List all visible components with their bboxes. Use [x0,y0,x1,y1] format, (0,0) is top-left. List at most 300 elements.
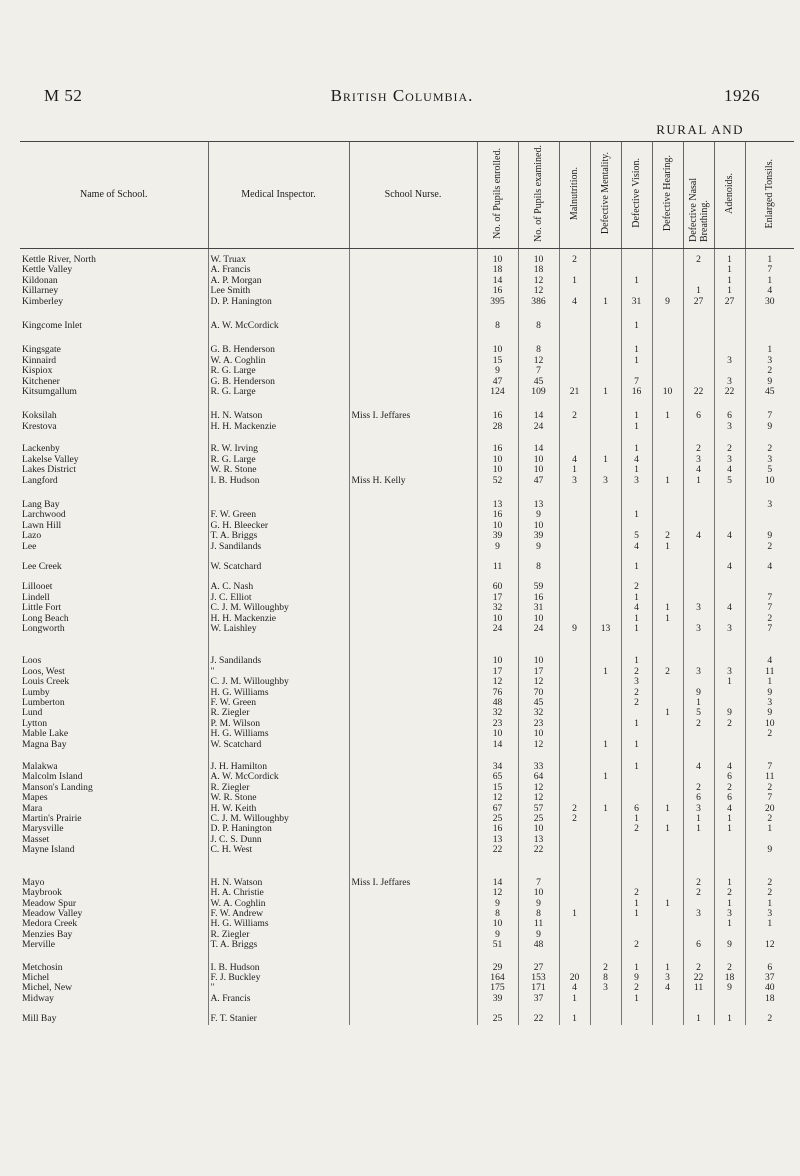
medical-inspector: G. B. Henderson [208,377,349,387]
defective-vision [621,845,652,855]
malnutrition: 2 [559,814,590,824]
pupils-examined: 13 [518,835,559,845]
enlarged-tonsils: 6 [745,963,794,973]
defective-mentality: 13 [590,624,621,634]
spacer-cell [714,307,745,321]
enlarged-tonsils: 12 [745,940,794,950]
school-nurse [349,983,477,993]
table-row [20,422,794,432]
defective-hearing [652,740,683,750]
defective-mentality [590,677,621,687]
malnutrition [559,614,590,624]
school-nurse [349,345,477,355]
medical-inspector: " [208,667,349,677]
spacer-cell [559,1004,590,1014]
adenoids: 2 [714,719,745,729]
pupils-enrolled: 14 [477,740,518,750]
spacer-cell [683,634,714,656]
medical-inspector: W. Laishley [208,624,349,634]
col-header-nurse: School Nurse. [349,142,477,249]
school-nurse [349,510,477,520]
medical-inspector: R. G. Large [208,455,349,465]
defective-mentality [590,835,621,845]
adenoids [714,698,745,708]
group-spacer [20,856,794,878]
spacer-cell [683,432,714,444]
spacer-cell [208,331,349,345]
malnutrition [559,698,590,708]
enlarged-tonsils [745,521,794,531]
enlarged-tonsils [745,930,794,940]
malnutrition [559,321,590,331]
school-name: Masset [22,834,50,845]
medical-inspector: R. W. Irving [208,444,349,454]
pupils-examined: 24 [518,422,559,432]
defective-mentality [590,698,621,708]
malnutrition [559,888,590,898]
spacer-cell [518,1004,559,1014]
defective-vision: 6 [621,804,652,814]
defective-vision [621,783,652,793]
defective-nasal: 3 [683,909,714,919]
group-spacer [20,486,794,500]
pupils-examined: 59 [518,582,559,592]
pupils-enrolled: 25 [477,814,518,824]
spacer-cell [349,856,477,878]
pupils-examined: 16 [518,593,559,603]
defective-nasal: 3 [683,804,714,814]
spacer-cell [714,750,745,762]
table-row [20,521,794,531]
adenoids: 1 [714,265,745,275]
spacer-cell [590,397,621,411]
medical-inspector: C. H. West [208,845,349,855]
table-row [20,824,794,834]
adenoids: 1 [714,899,745,909]
defective-hearing: 1 [652,899,683,909]
adenoids: 3 [714,356,745,366]
defective-hearing [652,521,683,531]
spacer-cell [590,331,621,345]
defective-hearing [652,1014,683,1024]
defective-nasal: 22 [683,387,714,397]
pupils-examined: 17 [518,667,559,677]
table-row [20,983,794,993]
spacer-cell [621,552,652,562]
enlarged-tonsils: 2 [745,783,794,793]
school-name: Kispiox [22,366,53,377]
pupils-enrolled: 67 [477,804,518,814]
spacer-cell [477,856,518,878]
page-number: M 52 [44,86,83,105]
defective-nasal: 4 [683,465,714,475]
malnutrition [559,899,590,909]
spacer-cell [20,397,208,411]
spacer-cell [20,856,208,878]
defective-vision: 1 [621,814,652,824]
spacer-cell [621,486,652,500]
table-row [20,973,794,983]
spacer-cell [590,634,621,656]
defective-mentality: 1 [590,772,621,782]
defective-vision: 31 [621,297,652,307]
school-name: Lund [22,708,43,719]
spacer-cell [590,307,621,321]
school-name: Mayo [22,877,45,888]
defective-nasal [683,656,714,666]
adenoids: 2 [714,444,745,454]
adenoids: 3 [714,377,745,387]
malnutrition [559,772,590,782]
school-name: Lackenby [22,444,60,455]
enlarged-tonsils: 3 [745,909,794,919]
defective-vision [621,265,652,275]
table-row [20,888,794,898]
medical-inspector: H. H. Mackenzie [208,422,349,432]
adenoids: 1 [714,276,745,286]
defective-hearing: 3 [652,973,683,983]
malnutrition: 9 [559,624,590,634]
defective-hearing: 2 [652,667,683,677]
table-row [20,444,794,454]
spacer-cell [518,307,559,321]
pupils-enrolled: 18 [477,265,518,275]
school-nurse [349,793,477,803]
medical-inspector: H. G. Williams [208,688,349,698]
pupils-enrolled: 16 [477,510,518,520]
defective-nasal [683,422,714,432]
pupils-enrolled: 10 [477,345,518,355]
medical-inspector: H. H. Mackenzie [208,614,349,624]
medical-inspector: D. P. Hanington [208,824,349,834]
malnutrition [559,521,590,531]
spacer-cell [652,951,683,963]
school-name: Louis Creek [22,677,70,688]
school-nurse [349,444,477,454]
spacer-cell [477,432,518,444]
defective-vision: 1 [621,276,652,286]
defective-hearing [652,919,683,929]
adenoids: 1 [714,814,745,824]
adenoids [714,930,745,940]
spacer-cell [745,951,794,963]
pupils-examined: 8 [518,909,559,919]
pupils-examined: 10 [518,824,559,834]
adenoids [714,614,745,624]
malnutrition [559,762,590,772]
school-name: Loos, West [22,666,65,677]
school-name: Long Beach [22,613,69,624]
table-row [20,624,794,634]
defective-nasal: 2 [683,878,714,888]
spacer-cell [652,331,683,345]
defective-hearing: 1 [652,542,683,552]
school-name: Lazo [22,531,42,542]
enlarged-tonsils: 2 [745,1014,794,1024]
defective-mentality [590,562,621,572]
defective-nasal: 1 [683,286,714,296]
school-nurse [349,286,477,296]
school-nurse [349,783,477,793]
defective-nasal: 1 [683,824,714,834]
defective-vision: 2 [621,888,652,898]
adenoids [714,510,745,520]
defective-mentality: 1 [590,455,621,465]
spacer-cell [477,552,518,562]
spacer-cell [349,486,477,500]
enlarged-tonsils: 2 [745,614,794,624]
school-name: Lillooet [22,582,53,593]
adenoids: 22 [714,387,745,397]
pupils-enrolled: 52 [477,476,518,486]
table-row [20,783,794,793]
spacer-cell [518,634,559,656]
malnutrition [559,366,590,376]
malnutrition: 3 [559,476,590,486]
table-row [20,562,794,572]
table-row [20,455,794,465]
pupils-examined: 11 [518,919,559,929]
malnutrition [559,656,590,666]
school-name: Kettle River, North [22,254,96,265]
adenoids [714,321,745,331]
defective-hearing [652,698,683,708]
enlarged-tonsils: 1 [745,276,794,286]
spacer-cell [745,486,794,500]
defective-mentality [590,444,621,454]
pupils-examined: 9 [518,542,559,552]
defective-mentality [590,845,621,855]
malnutrition: 1 [559,465,590,475]
defective-vision: 3 [621,476,652,486]
medical-inspector: P. M. Wilson [208,719,349,729]
defective-hearing [652,783,683,793]
defective-vision: 1 [621,465,652,475]
table-row [20,531,794,541]
table-row [20,899,794,909]
malnutrition [559,667,590,677]
pupils-enrolled: 24 [477,624,518,634]
spacer-cell [208,397,349,411]
adenoids: 1 [714,286,745,296]
defective-hearing [652,994,683,1004]
school-nurse [349,377,477,387]
defective-hearing [652,719,683,729]
defective-nasal [683,377,714,387]
school-name: Maybrook [22,888,62,899]
medical-inspector: T. A. Briggs [208,940,349,950]
medical-inspector: I. B. Hudson [208,963,349,973]
medical-inspector: J. C. Elliot [208,593,349,603]
col-header-nasal: Defective Nasal Breathing. [683,142,714,249]
adenoids: 5 [714,476,745,486]
defective-hearing [652,772,683,782]
defective-vision: 1 [621,593,652,603]
pupils-examined: 109 [518,387,559,397]
pupils-enrolled: 8 [477,321,518,331]
table-row [20,708,794,718]
pupils-examined: 171 [518,983,559,993]
school-nurse [349,656,477,666]
school-nurse: Miss I. Jeffares [349,411,477,421]
school-nurse [349,366,477,376]
pupils-enrolled: 175 [477,983,518,993]
table-row [20,793,794,803]
school-nurse [349,465,477,475]
school-nurse [349,422,477,432]
spacer-cell [20,951,208,963]
defective-hearing: 2 [652,531,683,541]
defective-hearing [652,276,683,286]
enlarged-tonsils: 20 [745,804,794,814]
enlarged-tonsils: 7 [745,624,794,634]
spacer-cell [349,1004,477,1014]
pupils-examined: 22 [518,1014,559,1024]
spacer-cell [559,486,590,500]
pupils-enrolled: 16 [477,824,518,834]
pupils-examined: 8 [518,345,559,355]
enlarged-tonsils: 1 [745,249,794,266]
school-nurse: Miss I. Jeffares [349,878,477,888]
enlarged-tonsils: 1 [745,345,794,355]
medical-inspector: H. G. Williams [208,729,349,739]
medical-inspector: W. A. Coghlin [208,899,349,909]
enlarged-tonsils: 1 [745,677,794,687]
pupils-enrolled: 39 [477,994,518,1004]
school-name: Lytton [22,718,48,729]
pupils-enrolled: 16 [477,411,518,421]
spacer-cell [518,951,559,963]
defective-vision [621,366,652,376]
defective-hearing [652,729,683,739]
defective-vision: 1 [621,356,652,366]
spacer-cell [683,951,714,963]
spacer-cell [208,432,349,444]
enlarged-tonsils: 7 [745,762,794,772]
spacer-cell [590,1004,621,1014]
spacer-cell [745,634,794,656]
spacer-cell [590,552,621,562]
adenoids: 1 [714,249,745,266]
spacer-cell [590,856,621,878]
defective-vision: 1 [621,963,652,973]
school-name: Lakes District [22,465,77,476]
defective-vision [621,878,652,888]
school-nurse [349,899,477,909]
spacer-cell [745,1004,794,1014]
medical-inspector: " [208,983,349,993]
defective-vision: 2 [621,940,652,950]
pupils-examined: 14 [518,411,559,421]
defective-hearing [652,562,683,572]
adenoids: 4 [714,762,745,772]
spacer-cell [652,634,683,656]
medical-inspector: C. J. M. Willoughby [208,814,349,824]
malnutrition: 1 [559,994,590,1004]
medical-inspector: H. A. Christie [208,888,349,898]
pupils-examined: 10 [518,521,559,531]
spacer-cell [621,307,652,321]
defective-hearing: 10 [652,387,683,397]
spacer-cell [621,951,652,963]
defective-vision [621,919,652,929]
pupils-enrolled: 16 [477,444,518,454]
rural-schools-table [20,141,794,1025]
defective-vision [621,500,652,510]
defective-vision: 1 [621,719,652,729]
malnutrition [559,878,590,888]
school-name: Mayne Island [22,845,75,856]
school-nurse [349,297,477,307]
defective-hearing [652,500,683,510]
pupils-examined: 18 [518,265,559,275]
medical-inspector: C. J. M. Willoughby [208,603,349,613]
school-name: Midway [22,993,54,1004]
defective-nasal [683,510,714,520]
malnutrition: 1 [559,909,590,919]
malnutrition [559,531,590,541]
spacer-cell [652,397,683,411]
defective-nasal [683,582,714,592]
col-header-school: Name of School. [20,142,208,249]
defective-mentality [590,614,621,624]
medical-inspector: W. Scatchard [208,740,349,750]
table-row [20,603,794,613]
spacer-cell [349,634,477,656]
enlarged-tonsils: 45 [745,387,794,397]
school-nurse [349,582,477,592]
spacer-cell [683,856,714,878]
adenoids: 1 [714,919,745,929]
school-nurse [349,614,477,624]
pupils-enrolled: 23 [477,719,518,729]
spacer-cell [559,432,590,444]
malnutrition: 2 [559,249,590,266]
pupils-examined: 7 [518,878,559,888]
defective-hearing [652,249,683,266]
adenoids: 1 [714,824,745,834]
spacer-cell [683,552,714,562]
enlarged-tonsils [745,321,794,331]
defective-hearing [652,377,683,387]
adenoids: 6 [714,793,745,803]
col-header-tonsils: Enlarged Tonsils. [745,142,794,249]
pupils-examined: 31 [518,603,559,613]
defective-nasal: 1 [683,1014,714,1024]
spacer-cell [652,856,683,878]
adenoids: 1 [714,677,745,687]
school-nurse [349,940,477,950]
pupils-examined: 10 [518,249,559,266]
defective-mentality [590,582,621,592]
defective-hearing: 9 [652,297,683,307]
defective-mentality [590,814,621,824]
defective-mentality [590,888,621,898]
defective-mentality [590,1014,621,1024]
pupils-examined: 22 [518,845,559,855]
defective-mentality [590,783,621,793]
page-title: British Columbia. [330,86,474,105]
defective-mentality: 1 [590,667,621,677]
medical-inspector: F. W. Green [208,510,349,520]
enlarged-tonsils: 10 [745,719,794,729]
defective-vision: 1 [621,740,652,750]
enlarged-tonsils: 18 [745,994,794,1004]
spacer-cell [559,307,590,321]
medical-inspector: R. Ziegler [208,930,349,940]
pupils-enrolled: 9 [477,542,518,552]
table-row [20,845,794,855]
